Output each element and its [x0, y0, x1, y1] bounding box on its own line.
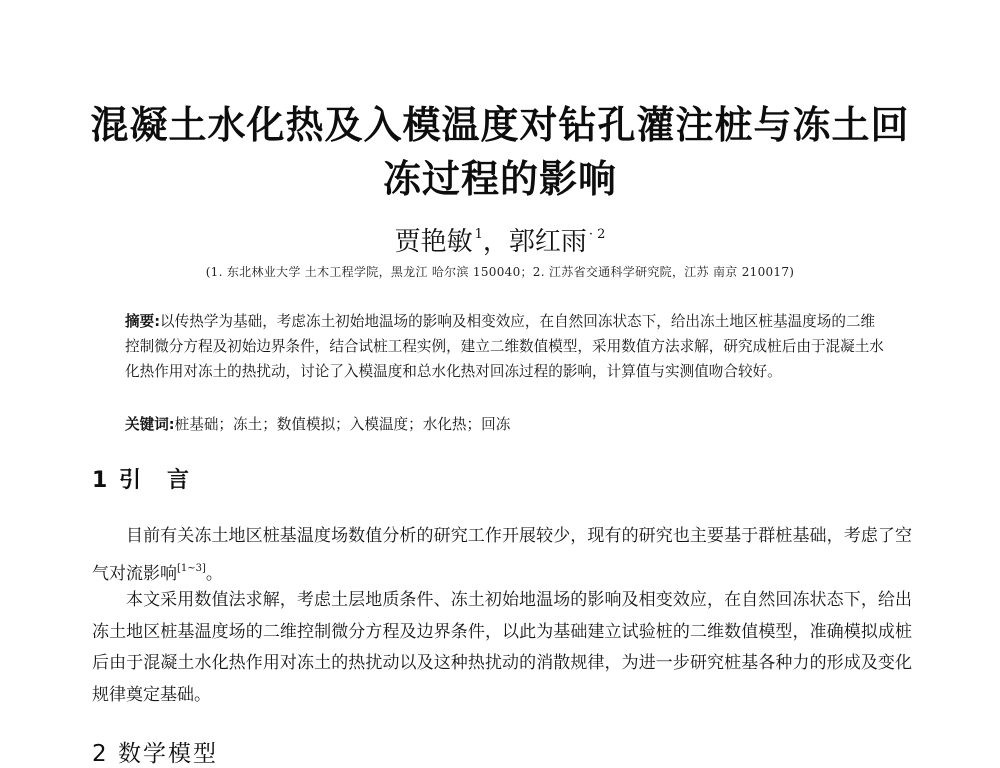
- keywords-text: 桩基础；冻土；数值模拟；入模温度；水化热；回冻: [174, 416, 511, 433]
- author-name: 郭红雨: [508, 227, 587, 257]
- section-heading-model: 2 数学模型: [92, 741, 218, 767]
- abstract-label: 摘要:: [125, 313, 161, 330]
- abstract: [125, 309, 885, 384]
- citation: [1~3]: [177, 562, 206, 574]
- paragraph-end: 。: [205, 563, 223, 584]
- affiliations: (1. 东北林业大学 土木工程学院，黑龙江 哈尔滨 150040；2. 江苏省交通科学研究院，江苏 南京 210017): [205, 265, 795, 279]
- author-line: [0, 221, 1000, 258]
- keywords: [125, 412, 885, 437]
- author-separator: ，: [482, 227, 509, 257]
- body-paragraph: [92, 521, 912, 590]
- paper-title-line-1: 混凝土水化热及入模温度对钻孔灌注桩与冻土回: [90, 103, 910, 147]
- author-affiliation-mark: 1: [474, 227, 483, 242]
- abstract-text: 以传热学为基础，考虑冻土初始地温场的影响及相变效应，在自然回冻状态下，给出冻土地区桩基温度场的二维控制微分方程及初始边界条件，结合试桩工程实例，建立二维数值模型，采用数值方法求解，研究成桩后由于混凝土水化热作用对冻土的热扰动，讨论了入模温度和总水化热对回冻过程的影响，计算值与实测值吻合较好。: [125, 313, 884, 380]
- body-paragraph: 本文采用数值法求解，考虑土层地质条件、冻土初始地温场的影响及相变效应，在自然回冻状态下，给出冻土地区桩基温度场的二维控制微分方程及边界条件，以此为基础建立试验桩的二维数值模型，准确模拟成桩后由于混凝土水化热作用对冻土的热扰动以及这种热扰动的消散规律，为进一步研究桩基各种力的形成及变化规律奠定基础。: [92, 590, 912, 705]
- author-name: 贾艳敏: [394, 227, 473, 257]
- keywords-label: 关键词:: [125, 416, 175, 433]
- author-affiliation-mark: · 2: [588, 227, 606, 242]
- section-heading-introduction: 1 引 言: [92, 468, 191, 493]
- paper-title-line-2: 冻过程的影响: [382, 157, 617, 201]
- paragraph-text: 目前有关冻土地区桩基温度场数值分析的研究工作开展较少，现有的研究也主要基于群桩基础，考虑了空气对流影响: [92, 526, 912, 584]
